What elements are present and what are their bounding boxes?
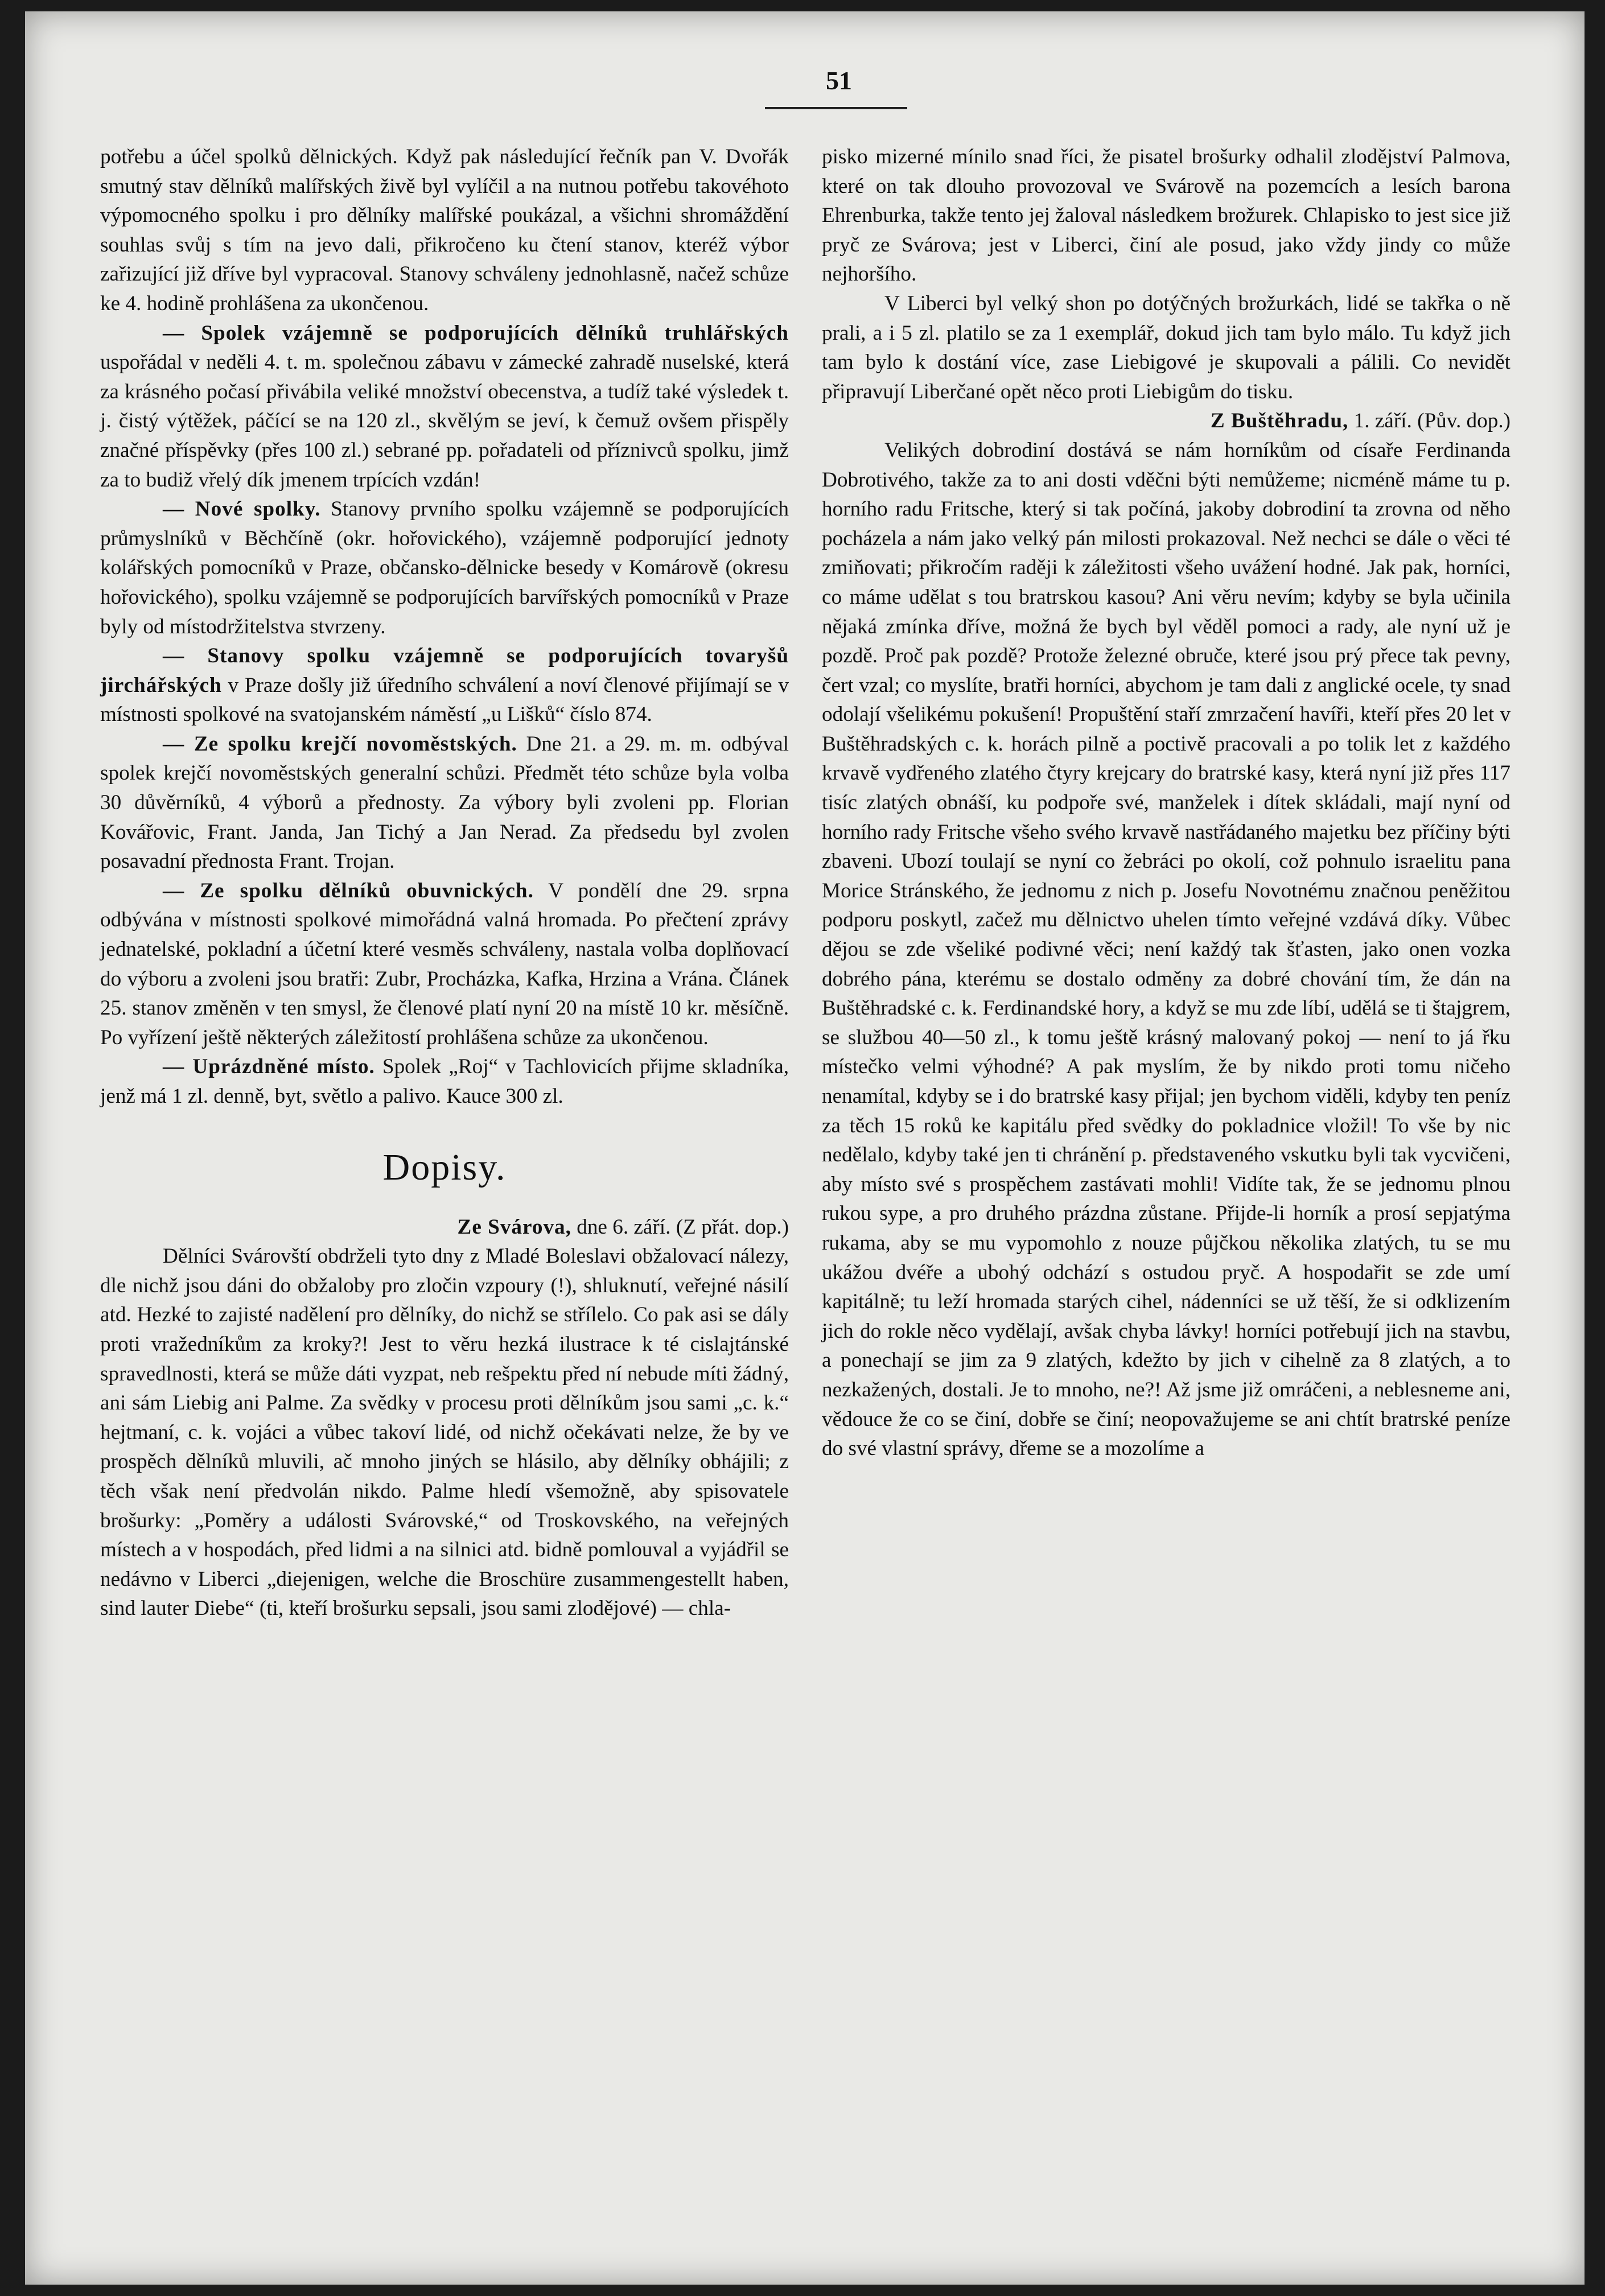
letter-date: dne 6. září. (Z přát. dop.) <box>571 1215 789 1239</box>
newspaper-page <box>25 11 1585 2285</box>
page-number: 51 <box>826 66 852 95</box>
letter-place: Ze Svárova, <box>457 1215 571 1239</box>
left-column <box>100 142 789 1623</box>
news-item-body: Spolek „Roj“ v Tachlovicích přijme skladníka, jenž má 1 zl. denně, byt, světlo a palivo. Kauce 300 zl. <box>100 1055 789 1108</box>
news-item-body: V pondělí dne 29. srpna odbývána v místnosti spolkové mimořádná valná hromada. Po přečtení zprávy jednatelské, pokladní a účetní které vesměs schváleny, nastala volba doplňovací do výboru a zvoleni jsou bratři: Zubr, Procházka, Kafka, Hrzina a Vrána. Článek 25. stanov změněn v ten smysl, že členové platí nyní 20 na místě 10 kr. měsíčně. Po vyřízení ještě některých záležitostí prohlášena schůze za ukončenou. <box>100 879 789 1049</box>
letter-paragraph: V Liberci byl velký shon po dotýčných brožurkách, lidé se takřka o ně prali, a i 5 zl. platilo se za 1 exemplář, dokud jich tam bylo málo. Tu když jich tam bylo k dostání více, zase Liebigové je skupovali a pálili. Co nevidět připravují Liberčané opět něco proti Liebigům do tisku. <box>822 291 1511 403</box>
news-item-heading: — Stanovy spolku vzájemně se podporujících tovaryšů jirchářských <box>100 644 789 697</box>
news-item <box>100 1052 789 1111</box>
news-item <box>100 876 789 1053</box>
letter-place: Z Buštěhradu, <box>1210 409 1349 433</box>
news-item-heading: — Nové spolky. <box>163 497 321 521</box>
page-number-rule <box>765 107 907 109</box>
letter-date: 1. září. (Pův. dop.) <box>1348 409 1511 433</box>
news-item <box>100 319 789 495</box>
news-item-heading: — Uprázdněné místo. <box>163 1055 375 1079</box>
news-item-heading: — Spolek vzájemně se podporujících dělníků truhlářských <box>163 321 789 345</box>
letter-continuation: pisko mizerné mínilo snad říci, že pisatel brošurky odhalil zlodějství Palmova, které on tak dlouho provozoval ve Svárově na pozemcích a lesích barona Ehrenburka, takže tento jej žaloval následkem brožurek. Chlapisko to jest sice již pryč ze Svárova; jest v Liberci, činí ale posud, jako vždy jindy co může nejhoršího. <box>822 145 1511 286</box>
news-item <box>100 494 789 641</box>
letter-dateline <box>822 406 1511 436</box>
news-item-body: Stanovy prvního spolku vzájemně se podporujících průmyslníků v Běchčíně (okr. hořovického), vzájemně podporující jednoty kolářských pomocníků v Praze, občansko-dělnicke besedy v Komárově (okresu hořovického), spolku vzájemně se podporujících barvířských pomocníků v Praze byly od místodržitelstva stvrzeny. <box>100 497 789 638</box>
article-paragraph: potřebu a účel spolků dělnických. Když pak následující řečník pan V. Dvořák smutný stav dělníků malířských živě byl vylíčil a na nutnou potřebu takovéhoto výpomocného spolku i pro dělníky malířské poukázal, a všichni shromáždění souhlas svůj s tím na jevo dali, přikročeno ku čtení stanov, kteréž výbor zařizující již dříve byl vypracoval. Stanovy schváleny jednohlasně, načež schůze ke 4. hodině prohlášena za ukončenou. <box>100 145 789 315</box>
letter-body: Velikých dobrodiní dostává se nám horníkům od císaře Ferdinanda Dobrotivého, takže za to ani dosti vděčni býti nemůžeme; nicméně máme tu p. horního radu Fritsche, který si tak počíná, jakoby dobrodiní ta zrovna od něho pocházela a nám jako velký pán milosti prokazoval. Než nechci se dále o věci té zmiňovati; přikročím raději k záležitosti všeho uvážení hodné. Jak pak, horníci, co máme udělat s tou bratrskou kasou? Ani věru nevím; kdyby se byla učinila nějaká zmínka dříve, možná že bych byl věděl pomoci a rady, ale nyní už je pozdě. Proč pak pozdě? Protože železné obruče, které jsou prý přece tak pevny, čert vzal; co myslíte, bratři horníci, abychom je tam dali z anglické ocele, ty snad odolají všelikému pokušení! Propuštění staří zmrzačení havíři, kteří přes 20 let v Buštěhradských c. k. horách pilně a poctivě pracovali a po tolik let z každého krvavě vydřeného zlatého čtyry krejcary do bratrské kasy, která nyní již přes 117 tisíc zlatých obnáší, ku podpoře své, manželek i dítek skládali, mají nyní od horního rady Fritsche všeho svého krvavě nastřádaného majetku bez příčiny býti zbaveni. Ubozí toulají se nyní co žebráci po okolí, což pohnulo israelitu pana Morice Stránského, že jednomu z nich p. Josefu Novotnému značnou peněžitou podporu poskytl, začež mu dělnictvo uhelen tímto veřejné vzdává díky. Vůbec dějou se zde všeliké podivné věci; není každý tak šťasten, jako onen vozka dobrého pána, kterému se dostalo odměny za dobré chování tím, že dán na Buštěhradské c. k. Ferdinandské hory, a když se mu zde líbí, udělá se ti štajgrem, se službou 40—50 zl., k tomu ještě krásný malovaný pokoj — není to já řku místečko velmi výhodné? A pak myslím, že by nikdo proti tomu ničeho nenamítal, kdyby se i do bratrské kasy přijal; jen bychom viděli, kdyby ten peníz za těch 15 roků ke kapitálu před svědky do pokladnice vložil! To vše by nic nedělalo, kdyby také jen ti chránění p. představeného vskutku byli tak vycvičeni, aby místo své s prospěchem zastávati mohli! Vidíte tak, že se jednomu plnou rukou sype, a pro druhého prázdna zůstane. Přijde-li horník a prosí sepjatýma rukama, aby se mu vypomohlo z nouze půjčkou několika zlatých, tu se mu ukážou dvéře a ubohý odchází s ostudou pryč. A hospodařit se zde umí kapitálně; tu leží hromada starých cihel, nádenníci se už těší, že si odklizením jich do rokle něco vydělají, avšak chyba lávky! horníci potřebují jich na stavbu, a ponechají se jim za 9 zlatých, kdežto by jich v cihelně za 8 zlatých, a to nezkažených, dostali. Je to mnoho, ne?! Až jsme již omráčeni, a neblesneme ani, vědouce že co se činí, dobře se činí; neopovažujeme se ani chtít bratrské peníze do své vlastní správy, dřeme se a mozolíme a <box>822 438 1511 1461</box>
letter-dateline <box>100 1213 789 1242</box>
news-item <box>100 641 789 729</box>
news-item-body: v Praze došly již úředního schválení a noví členové přijímají se v místnosti spolkové na svatojanském náměstí „u Lišků“ číslo 874. <box>100 673 789 727</box>
news-item-heading: — Ze spolku krejčí novoměstských. <box>163 732 517 756</box>
letter-body: Dělníci Svárovští obdrželi tyto dny z Mladé Boleslavi obžalovací nálezy, dle nichž jsou dáni do obžaloby pro zločin vzpoury (!), shluknutí, veřejné násilí atd. Hezké to zajisté nadělení pro dělníky, do nichž se střílelo. Co pak asi se dály proti vražedníkům za kroky?! Jest to věru hezká ilustrace k té cislajtánské spravedlnosti, která se může dáti vyzpat, neb rešpektu před ní nebude míti žádný, ani sám Liebig ani Palme. Za svědky v procesu proti dělníkům jsou sami „c. k.“ hejtmaní, c. k. vojáci a vůbec takoví lidé, od nichž očekávati nelze, že by ve prospěch dělníků mluvili, ač mnoho jiných se hlásilo, aby dělníky obhájili; z těch však není předvolán nikdo. Palme hledí všemožně, aby spisovatele brošurky: „Poměry a události Svárovské,“ od Troskovského, na veřejných místech a v hospodách, před lidmi a na silnici atd. bidně pomlouval a vyjádřil se nedávno v Liberci „diejenigen, welche die Broschüre zusammengestellt haben, sind lauter Diebe“ (ti, kteří brošurku sepsali, jsou sami zlodějové) — chla- <box>100 1244 789 1621</box>
right-column <box>822 142 1511 1464</box>
news-item-body: Dne 21. a 29. m. m. odbýval spolek krejčí novoměstských generalní schůzi. Předmět této schůze byla volba 30 důvěrníků, 4 výborů a přednosty. Za výbory byli zvoleni pp. Florian Kovářovic, Frant. Janda, Jan Tichý a Jan Nerad. Za předsedu byl zvolen posavadní přednosta Frant. Trojan. <box>100 732 789 873</box>
section-title: Dopisy. <box>382 1146 507 1188</box>
news-item <box>100 729 789 876</box>
news-item-body: uspořádal v neděli 4. t. m. společnou zábavu v zámecké zahradě nuselské, která za krásného počasí přivábila veliké množství obecenstva, a tudíž také výsledek t. j. čistý výtěžek, páčící se na 120 zl., skvělým se jeví, k čemuž ovšem přispěly značné příspěvky (přes 100 zl.) sebrané pp. pořadateli od příznivců spolku, jimž za to budiž vřelý dík jmenem trpících vzdán! <box>100 351 789 492</box>
news-item-heading: — Ze spolku dělníků obuvnických. <box>163 879 534 902</box>
